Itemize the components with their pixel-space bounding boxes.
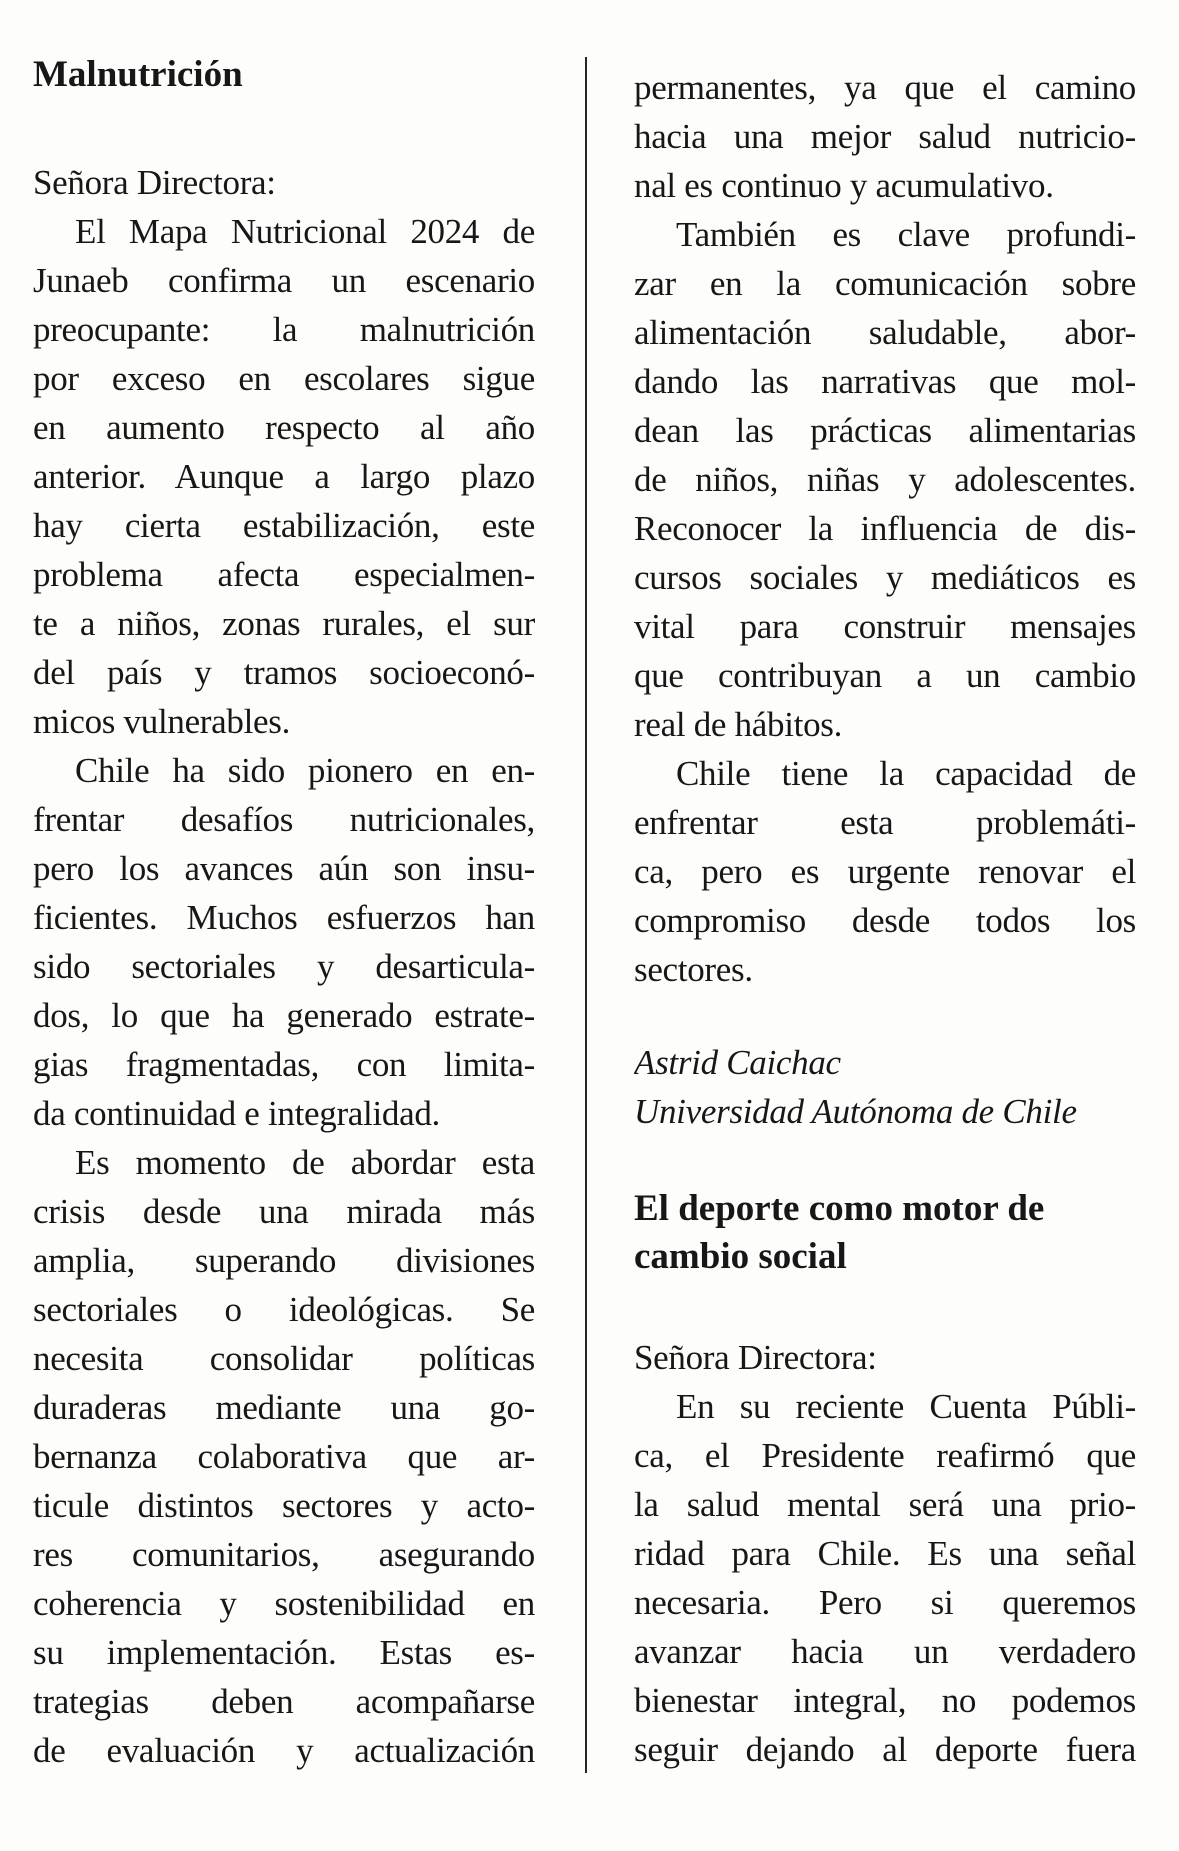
signature-line: Astrid Caichac xyxy=(634,1043,841,1082)
text-line: nal es continuo y acumulativo. xyxy=(634,166,1054,205)
text-line: vital para construir mensajes xyxy=(634,607,1136,646)
text-line: También es clave profundi- xyxy=(676,215,1136,254)
left-column xyxy=(33,50,535,1775)
text-line: te a niños, zonas rurales, el sur xyxy=(33,604,535,643)
text-line: avanzar hacia un verdadero xyxy=(634,1632,1136,1671)
text-line: Junaeb confirma un escenario xyxy=(33,261,535,300)
column-divider xyxy=(585,57,587,1773)
text-line: ridad para Chile. Es una señal xyxy=(634,1534,1136,1573)
spacer xyxy=(33,99,535,158)
text-line: zar en la comunicación sobre xyxy=(634,264,1136,303)
text-line: El Mapa Nutricional 2024 de xyxy=(75,212,535,251)
text-line: de niños, niñas y adolescentes. xyxy=(634,460,1136,499)
text-line: enfrentar esta problemáti- xyxy=(634,803,1136,842)
text-line: trategias deben acompañarse xyxy=(33,1682,535,1721)
text-line: Chile ha sido pionero en en- xyxy=(75,751,535,790)
text-line: hay cierta estabilización, este xyxy=(33,506,535,545)
text-line: ticule distintos sectores y acto- xyxy=(33,1486,535,1525)
text-line: que contribuyan a un cambio xyxy=(634,656,1136,695)
text-line: frentar desafíos nutricionales, xyxy=(33,800,535,839)
text-line: gias fragmentadas, con limita- xyxy=(33,1045,535,1084)
text-line: pero los avances aún son insu- xyxy=(33,849,535,888)
text-line: dean las prácticas alimentarias xyxy=(634,411,1136,450)
right-column xyxy=(634,50,1136,1774)
text-line: alimentación saludable, abor- xyxy=(634,313,1136,352)
text-line: de evaluación y actualización xyxy=(33,1731,535,1770)
text-line: necesaria. Pero si queremos xyxy=(634,1583,1136,1622)
text-line: permanentes, ya que el camino xyxy=(634,68,1136,107)
text-line: preocupante: la malnutrición xyxy=(33,310,535,349)
text-line: por exceso en escolares sigue xyxy=(33,359,535,398)
text-line: sido sectoriales y desarticula- xyxy=(33,947,535,986)
section-heading: El deporte como motor de xyxy=(634,1188,1045,1229)
text-line: amplia, superando divisiones xyxy=(33,1241,535,1280)
text-line: hacia una mejor salud nutricio- xyxy=(634,117,1136,156)
text-line: duraderas mediante una go- xyxy=(33,1388,535,1427)
text-line: micos vulnerables. xyxy=(33,702,291,741)
text-line: crisis desde una mirada más xyxy=(33,1192,535,1231)
text-line: del país y tramos socioeconó- xyxy=(33,653,535,692)
text-line: ficientes. Muchos esfuerzos han xyxy=(33,898,535,937)
text-line: cursos sociales y mediáticos es xyxy=(634,558,1136,597)
text-line: dando las narrativas que mol- xyxy=(634,362,1136,401)
text-line: coherencia y sostenibilidad en xyxy=(33,1584,535,1623)
text-line: Chile tiene la capacidad de xyxy=(676,754,1136,793)
section-heading: cambio social xyxy=(634,1236,847,1277)
text-line: necesita consolidar políticas xyxy=(33,1339,535,1378)
text-line: En su reciente Cuenta Públi- xyxy=(676,1387,1136,1426)
text-line: sectores. xyxy=(634,950,753,989)
salutation-line: Señora Directora: xyxy=(33,163,276,202)
text-line: Reconocer la influencia de dis- xyxy=(634,509,1136,548)
spacer xyxy=(634,1281,1136,1333)
spacer xyxy=(634,994,1136,1038)
text-line: la salud mental será una prio- xyxy=(634,1485,1136,1524)
salutation-line: Señora Directora: xyxy=(634,1338,877,1377)
text-line: anterior. Aunque a largo plazo xyxy=(33,457,535,496)
spacer xyxy=(634,1136,1136,1185)
text-line: su implementación. Estas es- xyxy=(33,1633,535,1672)
text-line: en aumento respecto al año xyxy=(33,408,535,447)
signature-line: Universidad Autónoma de Chile xyxy=(634,1092,1077,1131)
text-line: dos, lo que ha generado estrate- xyxy=(33,996,535,1035)
text-line: res comunitarios, asegurando xyxy=(33,1535,535,1574)
text-line: sectoriales o ideológicas. Se xyxy=(33,1290,535,1329)
text-line: problema afecta especialmen- xyxy=(33,555,535,594)
text-line: real de hábitos. xyxy=(634,705,843,744)
text-line: Es momento de abordar esta xyxy=(75,1143,535,1182)
text-line: bernanza colaborativa que ar- xyxy=(33,1437,535,1476)
text-line: bienestar integral, no podemos xyxy=(634,1681,1136,1720)
text-line: da continuidad e integralidad. xyxy=(33,1094,440,1133)
text-line: ca, pero es urgente renovar el xyxy=(634,852,1136,891)
text-line: ca, el Presidente reafirmó que xyxy=(634,1436,1136,1475)
text-line: compromiso desde todos los xyxy=(634,901,1136,940)
text-line: seguir dejando al deporte fuera xyxy=(634,1730,1136,1769)
section-heading: Malnutrición xyxy=(33,54,243,95)
